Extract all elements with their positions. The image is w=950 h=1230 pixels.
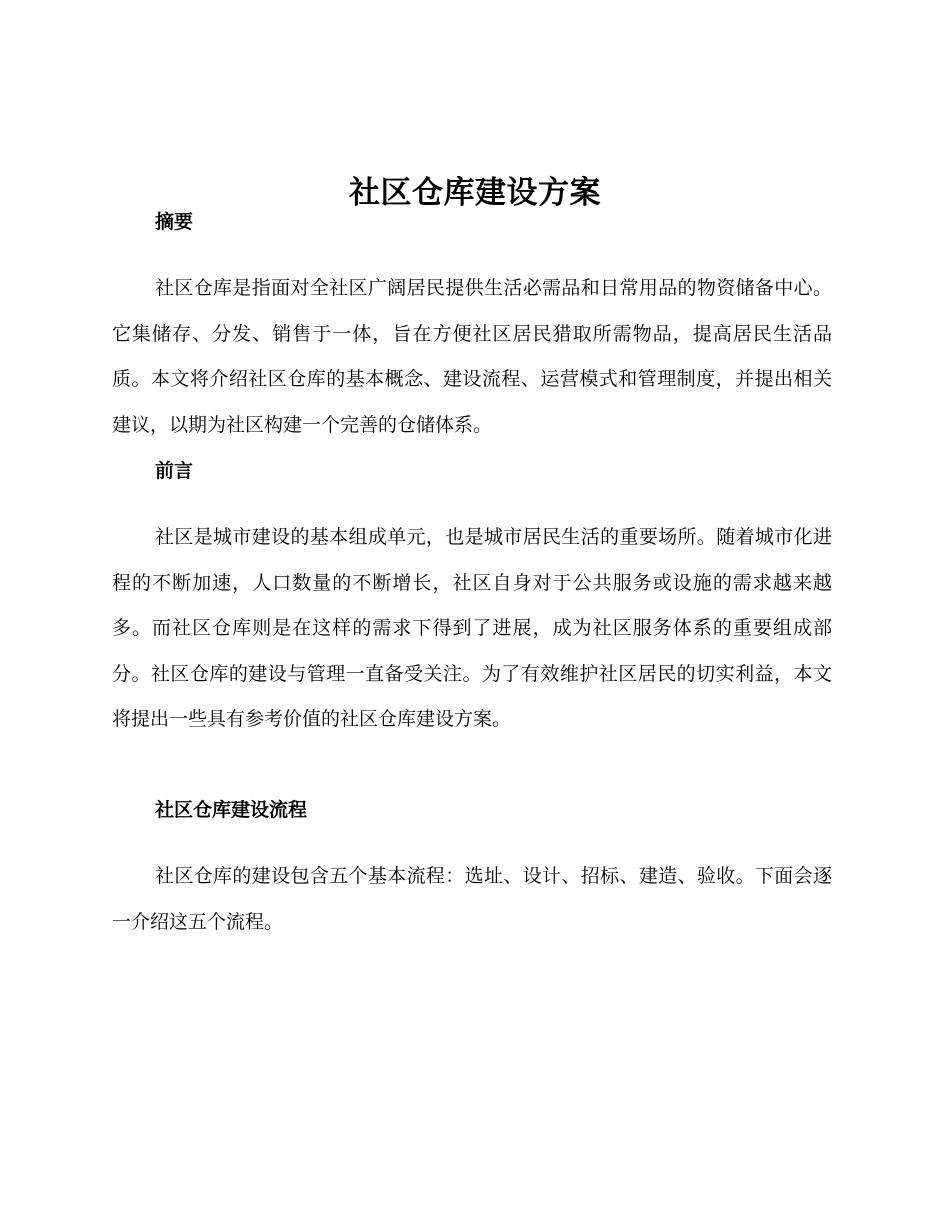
section-abstract — [112, 208, 832, 448]
section-body-abstract: 社区仓库是指面对全社区广阔居民提供生活必需品和日常用品的物资储备中心。它集储存、分发、销售于一体，旨在方便社区居民猎取所需物品，提高居民生活品质。本文将介绍社区仓库的基本概念、建设流程、运营模式和管理制度，并提出相关建议，以期为社区构建一个完善的仓储体系。 — [112, 277, 832, 436]
section-construction-process — [112, 796, 832, 945]
section-body-preface: 社区是城市建设的基本组成单元，也是城市居民生活的重要场所。随着城市化进程的不断加速，人口数量的不断增长，社区自身对于公共服务或设施的需求越来越多。而社区仓库则是在这样的需求下得到了进展，成为社区服务体系的重要组成部分。社区仓库的建设与管理一直备受关注。为了有效维护社区居民的切实利益，本文将提出一些具有参考价值的社区仓库建设方案。 — [112, 526, 832, 730]
section-body-construction-process: 社区仓库的建设包含五个基本流程：选址、设计、招标、建造、验收。下面会逐一介绍这五个流程。 — [112, 865, 832, 933]
section-heading-abstract: 摘要 — [155, 211, 194, 233]
document-title: 社区仓库建设方案 — [349, 174, 601, 211]
section-heading-preface: 前言 — [155, 460, 194, 482]
section-heading-construction-process: 社区仓库建设流程 — [155, 799, 308, 821]
section-preface — [112, 457, 832, 743]
